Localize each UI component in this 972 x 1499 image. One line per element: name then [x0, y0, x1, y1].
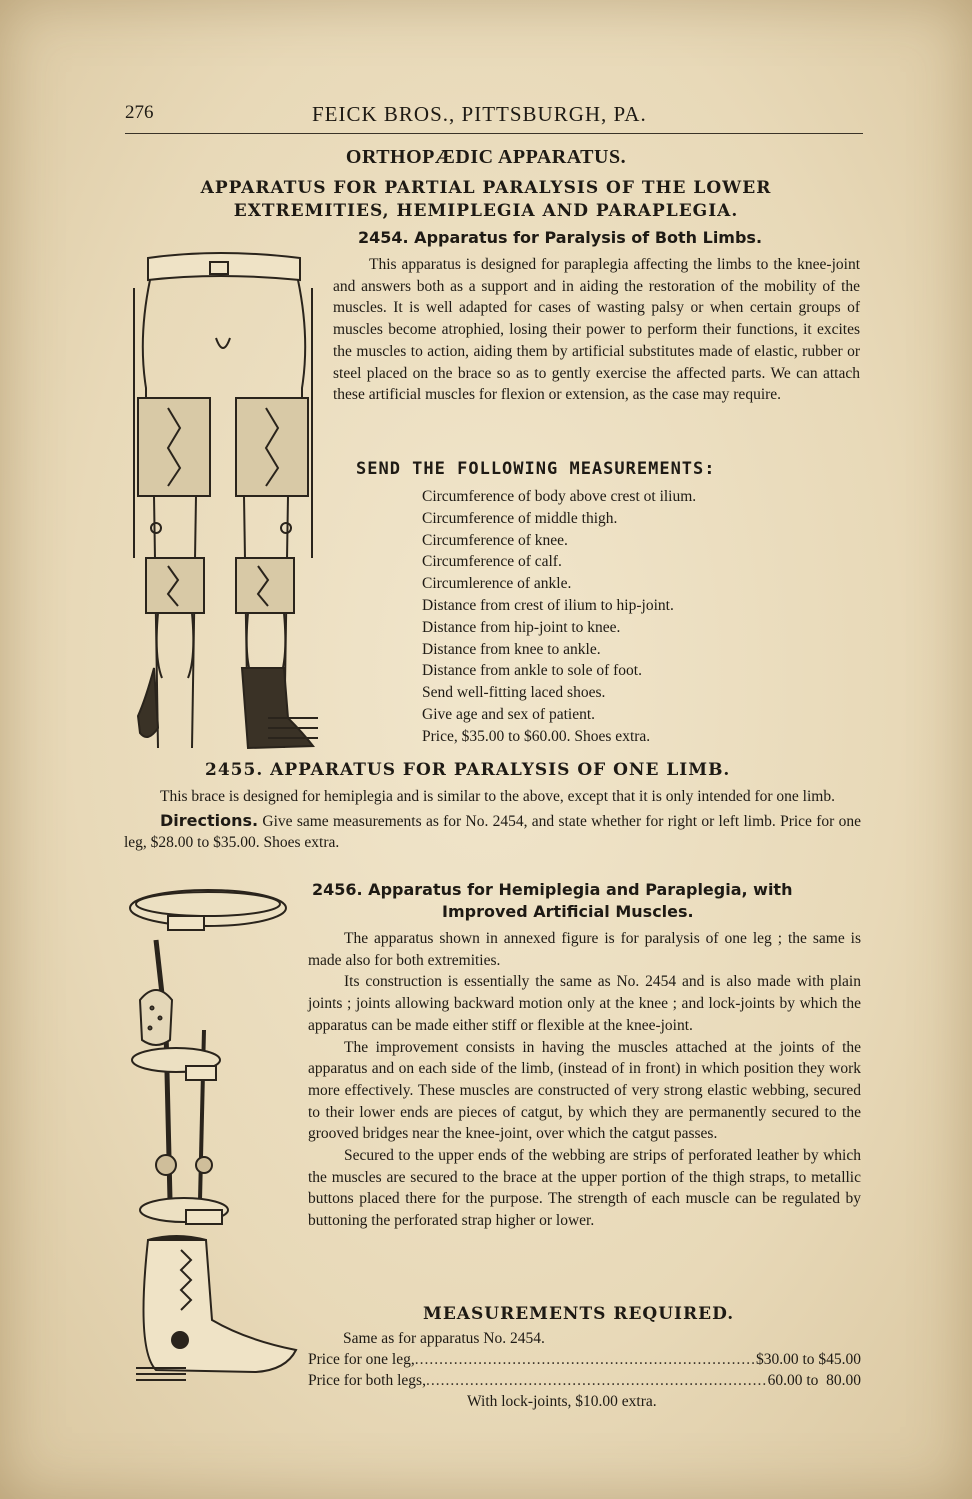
- item-2454-measurements-list: [422, 486, 696, 748]
- measurement-item: Distance from hip-joint to knee.: [422, 618, 621, 636]
- directions-text: Give same measurements as for No. 2454, and state whether for right or left limb. Price for one leg, $28.00 to $35.00. Shoes extra.: [124, 812, 861, 852]
- price-one-label: Price for one leg,: [308, 1351, 415, 1368]
- header-rule: [125, 133, 863, 134]
- directions-label: Directions.: [160, 810, 259, 830]
- item-2456-paragraph-2: Its construction is essentially the same as No. 2454 and is also made with plain joints ; joints allowing backward motion only at the knee ; and lock-joints by which the apparatus can be made either stiff or flexible at the knee-joint.: [308, 973, 861, 1034]
- item-2454-measurements-heading: SEND THE FOLLOWING MEASUREMENTS:: [356, 459, 716, 479]
- measurement-item: Send well-fitting laced shoes.: [422, 684, 606, 702]
- item-2455-heading: 2455. APPARATUS FOR PARALYSIS OF ONE LIMB.: [205, 760, 731, 780]
- lock-joints-note: With lock-joints, $10.00 extra.: [467, 1393, 657, 1410]
- measurement-item: Circumlerence of ankle.: [422, 575, 572, 593]
- price-row-one-leg: [308, 1349, 861, 1370]
- price-both-label: Price for both legs,: [308, 1372, 426, 1389]
- measurement-item: Distance from crest of ilium to hip-joint.: [422, 596, 674, 614]
- measurement-item: Give age and sex of patient.: [422, 705, 596, 723]
- price-one-value: $30.00 to $45.00: [755, 1351, 861, 1368]
- item-2456-paragraph-1: The apparatus shown in annexed figure is for paralysis of one leg ; the same is made also for both extremities.: [308, 930, 861, 969]
- item-2455-body: [124, 786, 861, 854]
- item-2456-heading-line1: 2456. Apparatus for Hemiplegia and Paraplegia, with: [312, 880, 793, 899]
- page-number: 276: [125, 102, 154, 123]
- single-limb-brace-illustration: [126, 880, 306, 1390]
- measurement-item: Circumference of knee.: [422, 531, 568, 549]
- item-2454-heading: 2454. Apparatus for Paralysis of Both Limbs.: [358, 228, 763, 247]
- section-title: ORTHOPÆDIC APPARATUS.: [345, 146, 627, 168]
- item-2456-heading-line2: Improved Artificial Muscles.: [442, 902, 694, 921]
- measurement-item: Distance from ankle to sole of foot.: [422, 662, 642, 680]
- price-both-value: 60.00 to 80.00: [767, 1372, 861, 1389]
- leader-dots: [415, 1349, 756, 1370]
- leader-dots: [426, 1370, 768, 1391]
- measurement-item: Circumference of body above crest ot ilium.: [422, 488, 697, 505]
- item-2454-body: [333, 254, 860, 406]
- item-2455-paragraph: This brace is designed for hemiplegia and is similar to the above, except that it is only intended for one limb.: [160, 788, 835, 805]
- price-row-both-legs: [308, 1370, 861, 1391]
- both-limbs-brace-illustration: [118, 228, 323, 753]
- item-2455-directions: [124, 810, 861, 854]
- measurement-item: Circumference of middle thigh.: [422, 509, 618, 527]
- same-as-text: Same as for apparatus No. 2454.: [343, 1330, 545, 1347]
- item-2456-paragraph-3: The improvement consists in having the muscles attached at the joints of the apparatus and on each side of the limb, (instead of in front) in which position they work more effectively. These muscles are constructed of very strong elastic webbing, secured to their lower ends are pieces of catgut, by which they are permanently secured to the grooved bridges near the knee-joint, over which the catgut passes.: [308, 1038, 861, 1143]
- item-2456-measurements-heading: MEASUREMENTS REQUIRED.: [423, 1304, 735, 1324]
- section-subtitle-line2: EXTREMITIES, HEMIPLEGIA AND PARAPLEGIA.: [233, 201, 739, 221]
- measurement-item: Distance from knee to ankle.: [422, 640, 601, 658]
- section-subtitle-line1: APPARATUS FOR PARTIAL PARALYSIS OF THE LOWER: [200, 178, 772, 198]
- item-2456-same-as: [343, 1328, 545, 1350]
- item-2456-paragraph-4: Secured to the upper ends of the webbing are strips of perforated leather by which the muscles are secured to the brace at the upper portion of the thigh straps, to metallic buttons placed there for the purpose. The strength of each muscle can be regulated by buttoning the perforated strap higher or lower.: [308, 1147, 861, 1230]
- measurement-item: Circumference of calf.: [422, 553, 562, 571]
- item-2456-body: [308, 928, 861, 1232]
- measurement-item: Price, $35.00 to $60.00. Shoes extra.: [422, 727, 651, 745]
- item-2454-paragraph: This apparatus is designed for paraplegia affecting the limbs to the knee-joint and answers both as a support and in aiding the restoration of the mobility of the muscles. It is well adapted for cases of wasting palsy or when certain groups of muscles become atrophied, losing their power to perform their functions, it excites the muscles to action, aiding them by artificial substitutes made of elastic, rubber or steel placed on the brace so as to gently exercise the affected parts. We can attach these artificial muscles for flexion or extension, as the case may require.: [333, 256, 860, 404]
- running-title: FEICK BROS., PITTSBURGH, PA.: [312, 102, 647, 126]
